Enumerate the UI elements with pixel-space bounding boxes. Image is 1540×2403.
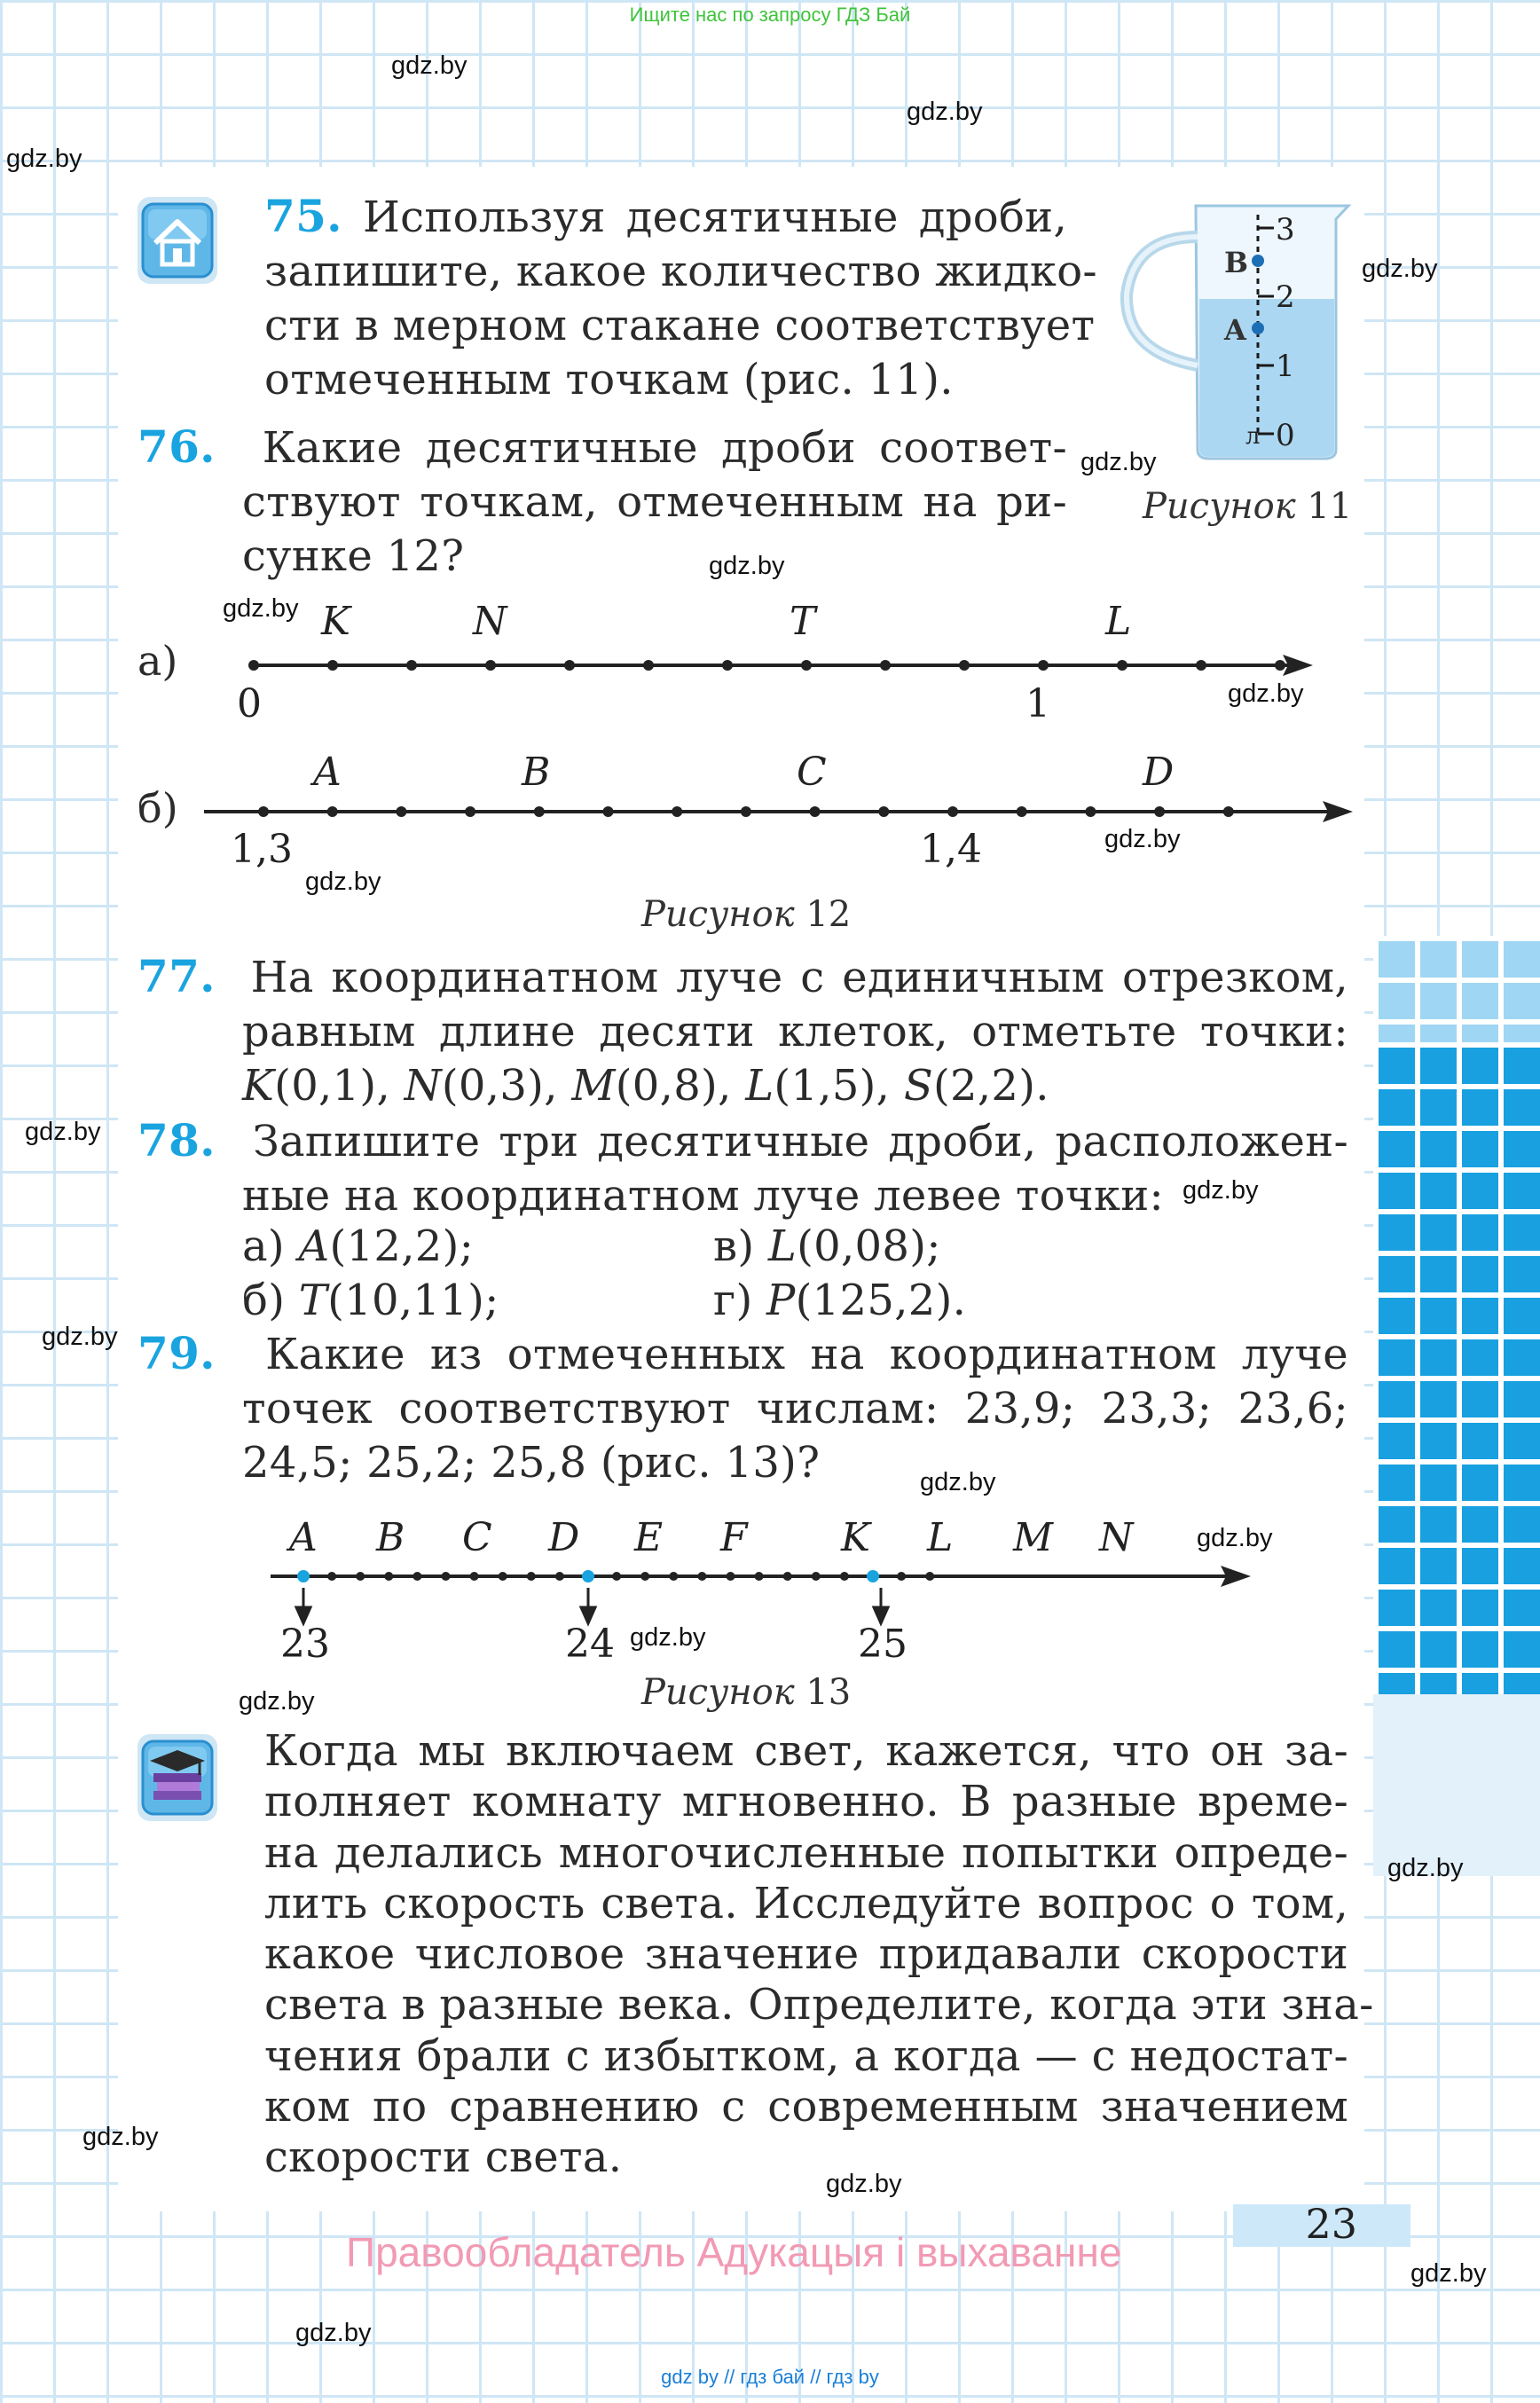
task-76-line: сунке 12? <box>242 531 465 581</box>
homework-icon <box>138 197 217 284</box>
tick-label-24: 24 <box>565 1622 615 1667</box>
tick-dot <box>783 1572 792 1581</box>
point-label-l: L <box>927 1515 954 1560</box>
figure-12-caption <box>641 894 851 935</box>
task-75 <box>264 189 1097 407</box>
scale-label: 2 <box>1276 279 1295 315</box>
point-label-c: C <box>797 750 827 795</box>
watermark: gdz.by <box>295 2319 372 2347</box>
task-76-number: 76. <box>138 420 216 473</box>
tick-dot <box>1154 806 1165 817</box>
task-75-line: запишите, какое количество жидко- <box>264 247 1097 296</box>
tick-dot <box>1196 660 1206 671</box>
watermark: gdz.by <box>82 2123 159 2151</box>
figure-12a-number-line <box>222 594 1322 736</box>
side-grid-dark <box>1373 1042 1540 1694</box>
tick-dot <box>248 660 259 671</box>
point-label-a: A <box>313 750 342 795</box>
watermark: gdz.by <box>391 51 468 80</box>
tick-dot <box>959 660 970 671</box>
watermark: gdz.by <box>6 145 82 173</box>
watermark: gdz.by <box>920 1468 996 1496</box>
point-label-a: A <box>289 1515 318 1560</box>
task-79-line: 24,5; 25,2; 25,8 (рис. 13)? <box>242 1438 821 1488</box>
watermark: gdz.by <box>1387 1854 1464 1882</box>
tick-dot <box>755 1572 764 1581</box>
task-78-option-a: а) A(12,2); <box>242 1221 475 1271</box>
point-label-d: D <box>548 1515 580 1560</box>
scale-label: 0 <box>1276 418 1295 453</box>
tick-label-1: 1 <box>1025 681 1050 726</box>
task-78-option-b: б) T(10,11); <box>242 1276 499 1325</box>
research-icon <box>138 1734 217 1821</box>
watermark: gdz.by <box>1228 679 1304 708</box>
tick-dot <box>925 1572 934 1581</box>
watermark: gdz.by <box>1197 1524 1273 1552</box>
point-label-b: B <box>376 1515 405 1560</box>
task-75-number: 75. <box>264 190 342 242</box>
tick-dot <box>534 806 545 817</box>
point-label-n: N <box>473 599 507 644</box>
point-label-k: K <box>321 599 350 644</box>
point-label-l: L <box>1105 599 1132 644</box>
tick-label-23: 23 <box>280 1622 330 1667</box>
tick-dot <box>327 806 338 817</box>
research-line: скорости света. <box>264 2132 623 2183</box>
tick-dot <box>840 1572 849 1581</box>
watermark: gdz.by <box>25 1118 101 1146</box>
watermark: gdz.by <box>1182 1176 1259 1205</box>
tick-dot <box>640 1572 649 1581</box>
point-label-b: B <box>1224 246 1249 279</box>
task-75-line: отмеченным точкам (рис. 11). <box>264 355 954 404</box>
figure-12a-label: а) <box>138 637 178 685</box>
point-label-d: D <box>1143 750 1175 795</box>
task-78-option-v: в) L(0,08); <box>713 1221 941 1271</box>
tick-dot <box>442 1572 451 1581</box>
task-75-line: Используя десятичные дроби, <box>363 192 1067 242</box>
caption-number: 11 <box>1307 486 1353 527</box>
task-76 <box>138 420 1067 584</box>
tick-dot <box>485 660 496 671</box>
point-label-k: K <box>841 1515 870 1560</box>
research-line: света в разные века. Определите, когда эти зна- <box>264 1980 1374 2030</box>
task-77-number: 77. <box>138 950 216 1002</box>
task-76-line: Какие десятичные дроби соответ- <box>262 423 1067 473</box>
tick-dot <box>1223 806 1234 817</box>
figure-11-caption <box>1143 486 1352 527</box>
tick-dot <box>327 1572 336 1581</box>
scale-label: 3 <box>1276 212 1295 247</box>
task-79-number: 79. <box>138 1327 216 1379</box>
task-77 <box>138 949 1348 1113</box>
point-label-t: T <box>790 599 816 644</box>
research-line: чения брали с избытком, а когда — с недостат- <box>264 2030 1348 2081</box>
task-78 <box>138 1113 1348 1223</box>
watermark: gdz.by <box>305 868 381 896</box>
watermark: gdz.by <box>630 1623 706 1652</box>
point-label-f: F <box>720 1515 748 1560</box>
side-grid-light <box>1373 936 1540 1042</box>
bottom-banner[interactable]: gdz by // гдз бай // гдз by <box>661 2366 879 2388</box>
tick-dot <box>812 1572 821 1581</box>
integer-tick <box>582 1570 594 1582</box>
task-79-line: Какие из отмеченных на координатном луче <box>265 1330 1348 1379</box>
tick-dot <box>1038 660 1049 671</box>
tick-dot <box>697 1572 706 1581</box>
tick-dot <box>880 660 891 671</box>
tick-dot <box>564 660 575 671</box>
watermark: gdz.by <box>1104 825 1181 853</box>
watermark: gdz.by <box>1410 2259 1487 2288</box>
tick-dot <box>470 1572 479 1581</box>
copyright-footer: Правообладатель Адукацыя і выхаванне <box>346 2229 1122 2275</box>
task-79-line: точек соответствуют числам: 23,9; 23,3; 23,6; <box>242 1384 1348 1433</box>
task-77-line: равным длине десяти клеток, отметьте точки: <box>242 1007 1348 1056</box>
tick-dot <box>555 1572 564 1581</box>
research-line: какое числовое значение придавали скорости <box>264 1929 1348 1980</box>
tick-dot <box>465 806 475 817</box>
figure-12b-label: б) <box>138 784 178 832</box>
watermark: gdz.by <box>1362 255 1438 283</box>
caption-number: 12 <box>805 894 852 935</box>
tick-dot <box>499 1572 507 1581</box>
tick-dot <box>672 806 682 817</box>
tick-label-25: 25 <box>858 1622 908 1667</box>
task-78-line: ные на координатном луче левее точки: <box>242 1171 1165 1221</box>
watermark: gdz.by <box>1080 448 1157 476</box>
point-label-c: C <box>462 1515 492 1560</box>
figure-13-number-line <box>257 1508 1269 1677</box>
research-line: на делались многочисленные попытки опреде- <box>264 1827 1348 1878</box>
tick-dot <box>527 1572 536 1581</box>
tick-dot <box>356 1572 365 1581</box>
integer-tick <box>867 1570 879 1582</box>
research-line: полняет комнату мгновенно. В разные време- <box>264 1777 1348 1827</box>
tick-dot <box>643 660 654 671</box>
tick-dot <box>412 1572 421 1581</box>
watermark: gdz.by <box>826 2170 902 2198</box>
point-label-n: N <box>1099 1515 1134 1560</box>
research-line: Когда мы включаем свет, кажется, что он за- <box>264 1726 1348 1776</box>
tick-dot <box>603 806 614 817</box>
tick-dot <box>947 806 958 817</box>
tick-dot <box>1275 660 1285 671</box>
figure-13-caption <box>641 1672 851 1713</box>
tick-dot <box>1085 806 1096 817</box>
watermark: gdz.by <box>42 1323 118 1351</box>
figure-11-measuring-cup <box>1116 197 1355 463</box>
tick-dot <box>1017 806 1027 817</box>
tick-dot <box>810 806 821 817</box>
point-label-m: M <box>1013 1515 1054 1560</box>
research-task <box>264 1726 1374 2184</box>
task-79 <box>138 1326 1348 1490</box>
task-78-number: 78. <box>138 1114 216 1166</box>
tick-dot <box>801 660 812 671</box>
tick-dot <box>741 806 751 817</box>
tick-dot <box>727 1572 735 1581</box>
page-number: 23 <box>1305 2200 1357 2248</box>
tick-dot <box>406 660 417 671</box>
task-78-line: Запишите три десятичные дроби, расположен- <box>252 1117 1349 1166</box>
caption-word: Рисунок <box>641 894 795 935</box>
tick-label-0: 0 <box>237 681 262 726</box>
tick-label-1-3: 1,3 <box>231 827 293 872</box>
figure-12b-number-line <box>200 745 1357 887</box>
scale-label: 1 <box>1276 349 1295 384</box>
tick-label-1-4: 1,4 <box>920 827 982 872</box>
research-line: лить скорость света. Исследуйте вопрос о том, <box>264 1878 1348 1928</box>
point-label-b: B <box>522 750 551 795</box>
unit-label: л <box>1245 423 1261 450</box>
tick-dot <box>384 1572 393 1581</box>
caption-number: 13 <box>805 1672 852 1713</box>
watermark: gdz.by <box>239 1687 315 1716</box>
watermark: gdz.by <box>709 552 785 580</box>
task-78-option-g: г) P(125,2). <box>713 1276 967 1325</box>
tick-dot <box>327 660 338 671</box>
tick-dot <box>722 660 733 671</box>
tick-dot <box>669 1572 678 1581</box>
tick-dot <box>258 806 269 817</box>
caption-word: Рисунок <box>641 1672 795 1713</box>
tick-dot <box>878 806 889 817</box>
tick-dot <box>897 1572 906 1581</box>
task-76-line: ствуют точкам, отмеченным на ри- <box>242 477 1067 527</box>
tick-dot <box>1117 660 1128 671</box>
tick-dot <box>612 1572 621 1581</box>
top-banner[interactable]: Ищите нас по запросу ГДЗ Бай <box>629 4 911 26</box>
caption-word: Рисунок <box>1143 486 1296 527</box>
research-line: ком по сравнению с современным значением <box>264 2082 1348 2132</box>
task-77-points: K(0,1), N(0,3), M(0,8), L(1,5), S(2,2). <box>242 1061 1049 1111</box>
task-77-line: На координатном луче с единичным отрезком, <box>250 953 1348 1002</box>
point-label-a: A <box>1224 313 1246 347</box>
task-75-line: сти в мерном стакане соответствует <box>264 301 1096 350</box>
point-label-e: E <box>634 1515 664 1560</box>
tick-dot <box>396 806 406 817</box>
watermark: gdz.by <box>907 98 983 126</box>
watermark: gdz.by <box>223 594 299 623</box>
integer-tick <box>297 1570 310 1582</box>
